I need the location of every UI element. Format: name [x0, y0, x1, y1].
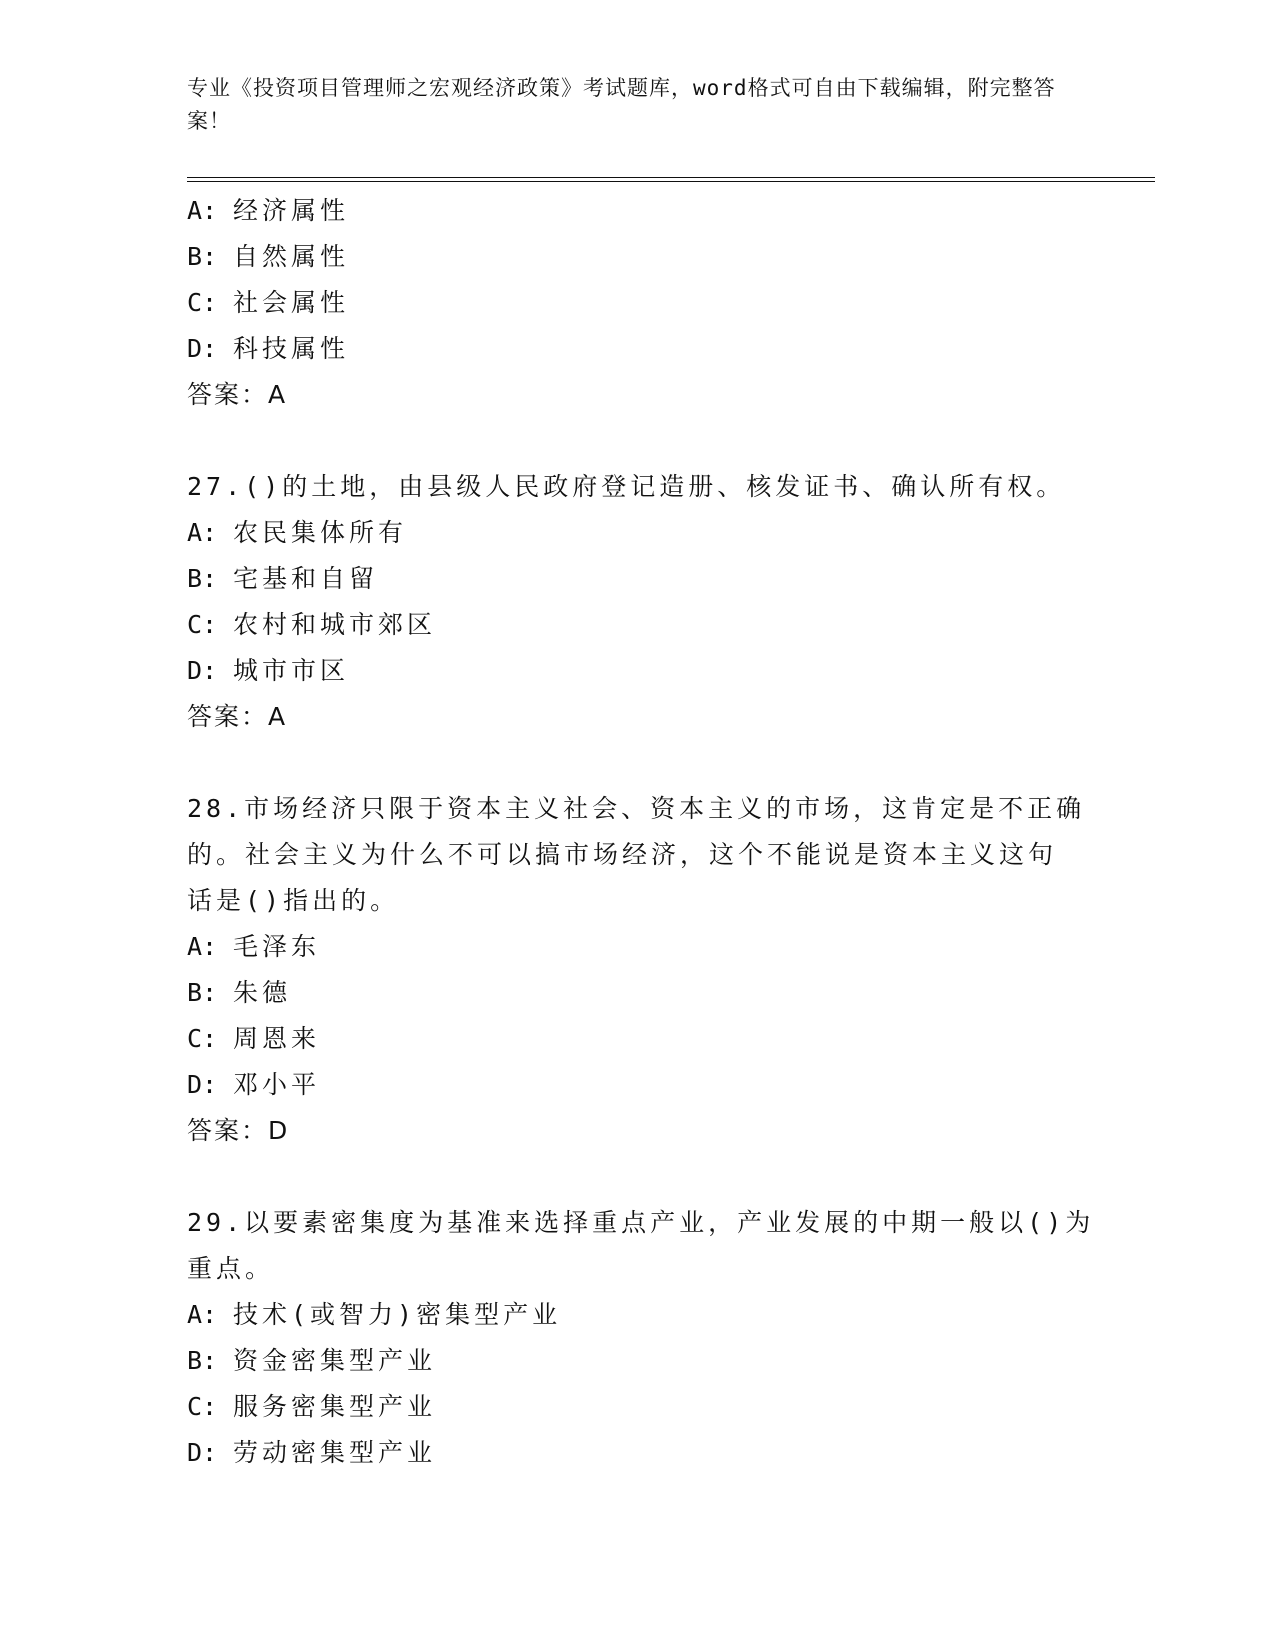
option-text: 服务密集型产业 [233, 1392, 437, 1421]
option-text: 资金密集型产业 [233, 1346, 437, 1375]
question-stem: 重点。 [187, 1254, 275, 1283]
option-letter: A: [187, 1300, 218, 1329]
header-divider [187, 177, 1155, 182]
option-a [187, 188, 1087, 234]
option-letter: A: [187, 932, 218, 961]
option-letter: C: [187, 288, 218, 317]
option-b [187, 556, 1087, 602]
option-letter: D: [187, 1438, 218, 1467]
option-b [187, 970, 1087, 1016]
option-letter: B: [187, 242, 218, 271]
option-d [187, 1062, 1087, 1108]
answer-line: 答案：A [187, 380, 288, 409]
question-28 [187, 786, 1087, 1154]
question-27 [187, 464, 1087, 740]
option-text: 城市市区 [233, 656, 350, 685]
option-d [187, 648, 1087, 694]
question-26 [187, 188, 1087, 418]
spacer [187, 418, 1087, 464]
option-letter: D: [187, 334, 218, 363]
option-text: 技术(或智力)密集型产业 [233, 1300, 562, 1329]
option-letter: A: [187, 196, 218, 225]
option-letter: B: [187, 978, 218, 1007]
option-text: 毛泽东 [233, 932, 321, 961]
option-letter: A: [187, 518, 218, 547]
question-29 [187, 1200, 1095, 1476]
option-letter: C: [187, 610, 218, 639]
option-letter: C: [187, 1024, 218, 1053]
option-text: 朱德 [233, 978, 292, 1007]
option-a [187, 510, 1087, 556]
option-letter: D: [187, 1070, 218, 1099]
option-letter: B: [187, 1346, 218, 1375]
option-c [187, 1016, 1087, 1062]
option-letter: D: [187, 656, 218, 685]
option-text: 农村和城市郊区 [233, 610, 437, 639]
option-text: 宅基和自留 [233, 564, 379, 593]
answer-line: 答案：A [187, 702, 288, 731]
option-d [187, 326, 1087, 372]
option-letter: C: [187, 1392, 218, 1421]
option-text: 劳动密集型产业 [233, 1438, 437, 1467]
answer-line: 答案：D [187, 1116, 290, 1145]
option-text: 科技属性 [233, 334, 350, 363]
option-d [187, 1430, 1087, 1476]
question-list [187, 188, 1095, 1476]
option-text: 经济属性 [233, 196, 350, 225]
question-stem: 的。社会主义为什么不可以搞市场经济，这个不能说是资本主义这句 [187, 840, 1058, 869]
option-b [187, 234, 1087, 280]
option-letter: B: [187, 564, 218, 593]
option-text: 周恩来 [233, 1024, 321, 1053]
option-c [187, 602, 1087, 648]
option-c [187, 1384, 1087, 1430]
option-a [187, 924, 1087, 970]
option-text: 自然属性 [233, 242, 350, 271]
question-stem: 29.以要素密集度为基准来选择重点产业，产业发展的中期一般以()为 [187, 1208, 1095, 1237]
option-text: 社会属性 [233, 288, 350, 317]
option-b [187, 1338, 1087, 1384]
question-stem: 话是()指出的。 [187, 886, 400, 915]
option-c [187, 280, 1087, 326]
question-stem: 27.()的土地，由县级人民政府登记造册、核发证书、确认所有权。 [187, 472, 1066, 501]
document-header: 专业《投资项目管理师之宏观经济政策》考试题库，word格式可自由下载编辑，附完整答案！ [187, 76, 1056, 133]
option-text: 农民集体所有 [233, 518, 408, 547]
question-stem: 28.市场经济只限于资本主义社会、资本主义的市场，这肯定是不正确 [187, 794, 1086, 823]
option-a [187, 1292, 1087, 1338]
spacer [187, 740, 1087, 786]
spacer [187, 1154, 1087, 1200]
option-text: 邓小平 [233, 1070, 321, 1099]
